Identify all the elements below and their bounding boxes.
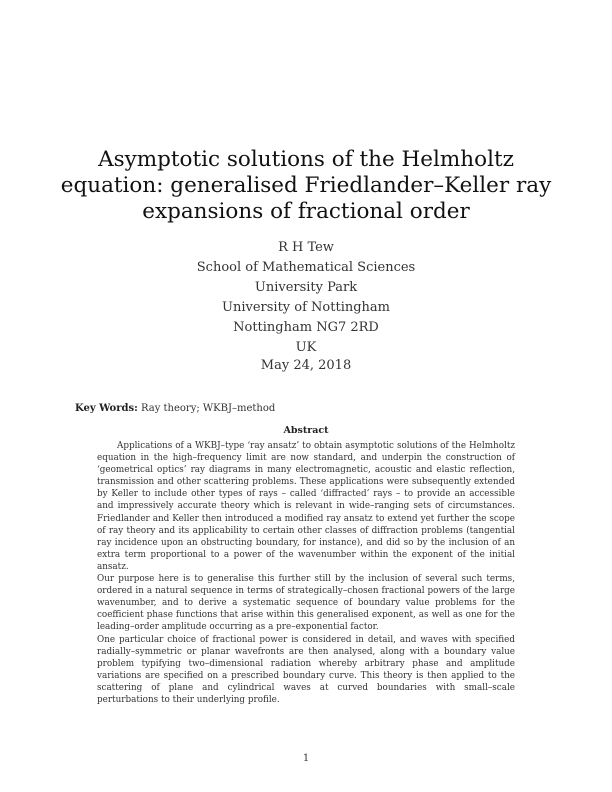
keywords-value: Ray theory; WKBJ–method bbox=[140, 403, 276, 414]
abstract-paragraph: Applications of a WKBJ–type ‘ray ansatz’ to obtain asymptotic solutions of the Helmholtz equation in the high–frequency limit are now standard, and underpin the construction of ‘geometrical optics’ ray diagrams in many electromagnetic, acoustic and elastic reflection, transmission and other scattering problems. These applications were subsequently extended by Keller to include other types of rays – called ‘diffracted’ rays – to provide an accessible and impressively accurate theory which is relevant in wide–ranging sets of circumstances. Friedlander and Keller then introduced a modified ray ansatz to extend yet further the scope of ray theory and its applicability to certain other classes of diffraction problems (tangential ray incidence upon an obstructing boundary, for instance), and did so by the inclusion of an extra term proportional to a power of the wavenumber within the exponent of the initial ansatz. bbox=[97, 441, 515, 572]
abstract-paragraph: One particular choice of fractional power is considered in detail, and waves with specified radially–symmetric or planar wavefronts are then analysed, along with a boundary value problem typifying two–dimensional radiation whereby arbitrary phase and amplitude variations are specified on a prescribed boundary curve. This theory is then applied to the scattering of plane and cylindrical waves at curved boundaries with small–scale perturbations to their underlying profile. bbox=[97, 634, 515, 705]
page-number: 1 bbox=[302, 753, 310, 764]
affiliation-line: University Park bbox=[254, 280, 358, 295]
title-line: Asymptotic solutions of the Helmholtz bbox=[98, 147, 514, 172]
title-line: equation: generalised Friedlander–Keller ray bbox=[60, 173, 552, 198]
author-name: R H Tew bbox=[278, 240, 334, 255]
author-block bbox=[100, 238, 512, 358]
abstract-body bbox=[97, 440, 515, 706]
title-line: expansions of fractional order bbox=[142, 199, 470, 224]
affiliation-line: UK bbox=[295, 340, 317, 355]
paper-title bbox=[60, 147, 552, 225]
abstract-heading: Abstract bbox=[283, 425, 329, 436]
publication-date: May 24, 2018 bbox=[260, 358, 352, 373]
affiliation-line: University of Nottingham bbox=[222, 300, 390, 315]
affiliation-line: Nottingham NG7 2RD bbox=[233, 320, 379, 335]
abstract-paragraph: Our purpose here is to generalise this further still by the inclusion of several such terms, ordered in a natural sequence in terms of strategically–chosen fractional powers of the large wavenumber, and to derive a systematic sequence of boundary value problems for the coefficient phase functions that arise within this generalised exponent, as well as one for the leading–order amplitude occurring as a pre–exponential factor. bbox=[97, 574, 515, 633]
affiliation-line: School of Mathematical Sciences bbox=[196, 260, 416, 275]
keywords bbox=[75, 403, 275, 414]
keywords-label: Key Words: bbox=[75, 403, 138, 414]
